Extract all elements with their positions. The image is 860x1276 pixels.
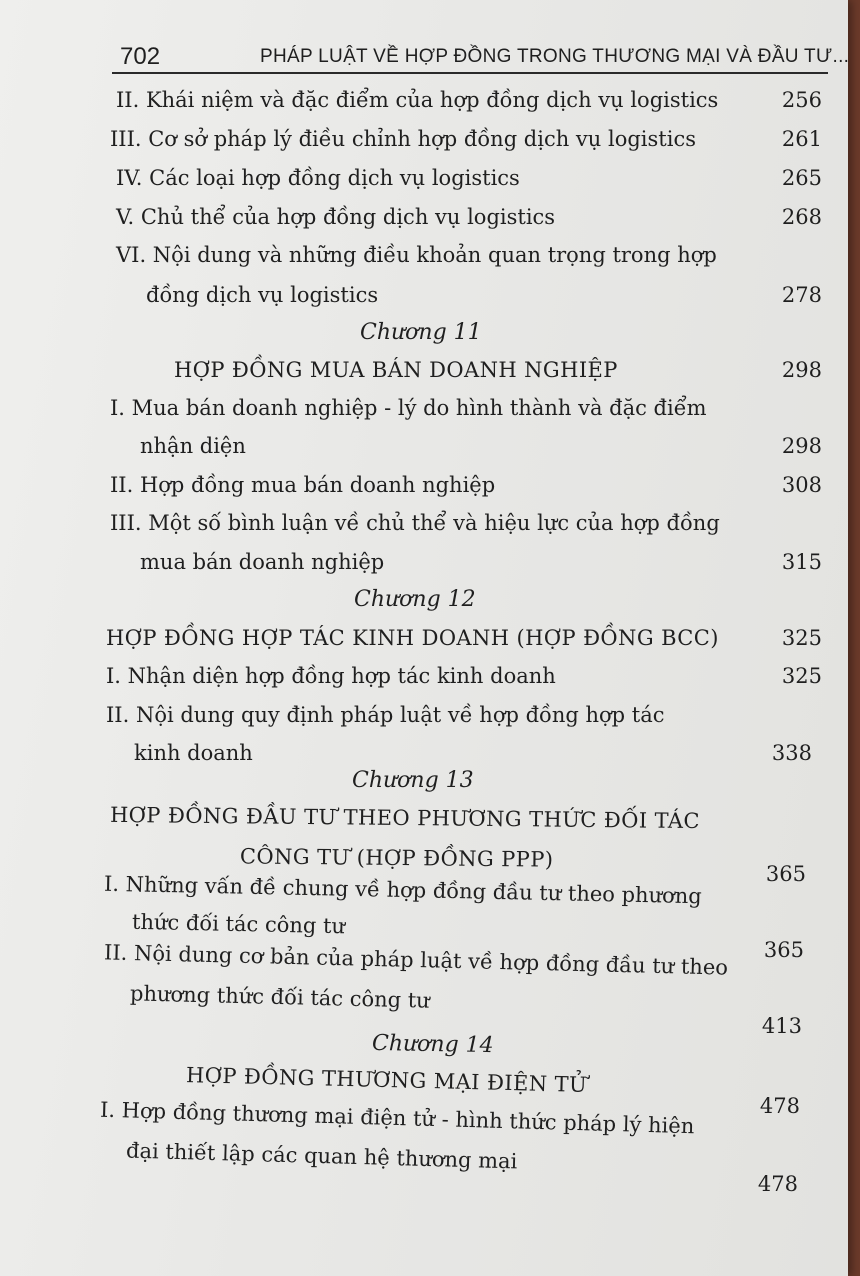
chapter-label: Chương 14 (371, 1030, 494, 1059)
toc-entry-text: I. Những vấn đề chung về hợp đồng đầu tư theo phương (103, 871, 702, 909)
chapter-page: 365 (765, 862, 806, 886)
toc-entry-continuation: nhận diện (140, 434, 246, 458)
toc-entry-page: 308 (781, 473, 822, 497)
toc-entry-continuation: đồng dịch vụ logistics (146, 283, 379, 307)
toc-entry-text: I. Nhận diện hợp đồng hợp tác kinh doanh (106, 664, 556, 688)
toc-entry-page: 268 (781, 205, 822, 229)
toc-entry-page: 265 (781, 166, 822, 190)
chapter-page: 325 (781, 626, 822, 650)
toc-entry-page: 256 (781, 88, 822, 112)
toc-entry-continuation: thức đối tác công tư (131, 909, 346, 939)
toc-entry-text: IV. Các loại hợp đồng dịch vụ logistics (116, 166, 520, 190)
toc-entry-page: 315 (781, 550, 822, 574)
chapter-title: HỢP ĐỒNG HỢP TÁC KINH DOANH (HỢP ĐỒNG BCC) (106, 626, 719, 650)
page-number: 702 (120, 43, 161, 70)
toc-entry-page: 325 (781, 664, 822, 688)
toc-entry-text: II. Hợp đồng mua bán doanh nghiệp (110, 473, 496, 497)
toc-entry-page: 413 (761, 1014, 802, 1038)
toc-entry-continuation: mua bán doanh nghiệp (140, 550, 385, 574)
toc-entry-page: 298 (781, 434, 822, 458)
toc-entry-page: 478 (757, 1172, 798, 1196)
chapter-page: 478 (759, 1094, 800, 1118)
toc-entry-text: II. Nội dung cơ bản của pháp luật về hợp đồng đầu tư theo (103, 940, 729, 980)
toc-entry-page: 365 (763, 938, 804, 962)
toc-entry-continuation: kinh doanh (134, 741, 253, 765)
chapter-title-line-2: CÔNG TƯ (HỢP ĐỒNG PPP) (239, 844, 554, 872)
toc-entry-page: 338 (771, 741, 812, 765)
chapter-label: Chương 11 (360, 320, 482, 345)
toc-entry-text: III. Một số bình luận về chủ thể và hiệu lực của hợp đồng (110, 511, 720, 535)
toc-entry-text: I. Mua bán doanh nghiệp - lý do hình thành và đặc điểm (110, 396, 707, 420)
toc-entry-continuation: phương thức đối tác công tư (129, 981, 431, 1013)
chapter-label: Chương 12 (354, 587, 476, 612)
toc-entry-text: I. Hợp đồng thương mại điện tử - hình thức pháp lý hiện (99, 1097, 695, 1139)
chapter-title: HỢP ĐỒNG ĐẦU TƯ THEO PHƯƠNG THỨC ĐỐI TÁC (109, 802, 701, 834)
chapter-title: HỢP ĐỒNG THƯƠNG MẠI ĐIỆN TỬ (185, 1063, 588, 1097)
running-title: PHÁP LUẬT VỀ HỢP ĐỒNG TRONG THƯƠNG MẠI VÀ ĐẦU TƯ... (260, 46, 850, 67)
toc-entry-text: V. Chủ thể của hợp đồng dịch vụ logistics (116, 205, 556, 229)
toc-entry-text: VI. Nội dung và những điều khoản quan trọng trong hợp (116, 243, 717, 267)
toc-entry-page: 261 (781, 127, 822, 151)
toc-entry-text: II. Nội dung quy định pháp luật về hợp đồng hợp tác (106, 703, 665, 727)
page-header (112, 38, 850, 74)
toc-entry-text: III. Cơ sở pháp lý điều chỉnh hợp đồng dịch vụ logistics (110, 127, 696, 151)
chapter-title: HỢP ĐỒNG MUA BÁN DOANH NGHIỆP (174, 358, 618, 382)
chapter-page: 298 (781, 358, 822, 382)
toc-entry-page: 278 (781, 283, 822, 307)
toc-entry-continuation: đại thiết lập các quan hệ thương mại (125, 1138, 518, 1174)
chapter-label: Chương 13 (352, 768, 474, 793)
toc-entry-text: II. Khái niệm và đặc điểm của hợp đồng dịch vụ logistics (116, 88, 719, 112)
